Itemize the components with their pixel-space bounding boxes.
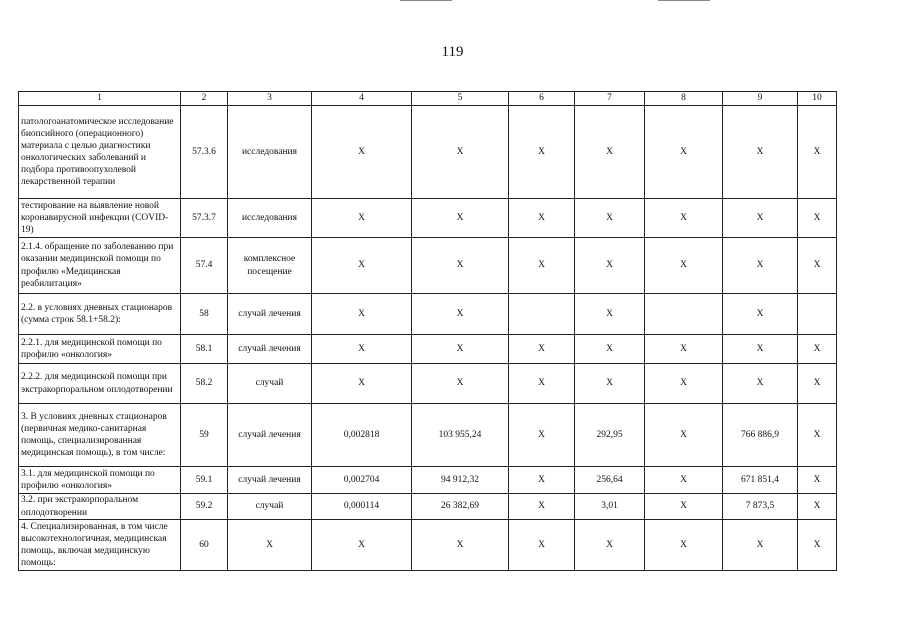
column-header-1: 1: [19, 92, 181, 106]
table-cell: 57.3.7: [181, 199, 228, 238]
table-row: [19, 238, 837, 294]
table-cell: X: [509, 467, 575, 494]
table-row: [19, 335, 837, 364]
table-cell: X: [412, 335, 509, 364]
table-cell: X: [575, 335, 645, 364]
table-cell: 58.2: [181, 364, 228, 404]
table-cell: X: [412, 199, 509, 238]
table-cell: 58: [181, 294, 228, 335]
top-rule-left: [400, 0, 452, 1]
table-row: [19, 364, 837, 404]
table-row: [19, 199, 837, 238]
table-cell: X: [412, 294, 509, 335]
row-label-cell: 2.2.1. для медицинской помощи по профилю «онкология»: [19, 335, 181, 364]
table-cell: X: [412, 106, 509, 199]
table-cell: X: [509, 404, 575, 467]
table-cell: X: [798, 494, 837, 520]
table-row: [19, 467, 837, 494]
table-cell: X: [312, 106, 412, 199]
row-label-cell: 3. В условиях дневных стационаров (первичная медико-санитарная помощь, специализированная медицинская помощь), в том числе:: [19, 404, 181, 467]
column-header-9: 9: [723, 92, 798, 106]
column-header-7: 7: [575, 92, 645, 106]
table-cell: 103 955,24: [412, 404, 509, 467]
table-cell: X: [723, 294, 798, 335]
header-row: [19, 92, 837, 106]
table-cell: 671 851,4: [723, 467, 798, 494]
table-cell: X: [509, 520, 575, 571]
row-label-cell: патологоанатомическое исследование биопсийного (операционного) материала с целью диагностики онкологических заболеваний и подбора противоопухолевой лекарственной терапии: [19, 106, 181, 199]
top-rule-right: [658, 0, 710, 1]
table-cell: X: [723, 520, 798, 571]
row-label-cell: 2.1.4. обращение по заболеванию при оказании медицинской помощи по профилю «Медицинская реабилитация»: [19, 238, 181, 294]
table-cell: случай: [228, 364, 312, 404]
table-cell: 60: [181, 520, 228, 571]
table-cell: 59.2: [181, 494, 228, 520]
table-cell: X: [575, 364, 645, 404]
row-label-cell: 3.2. при экстракорпоральном оплодотворении: [19, 494, 181, 520]
table-cell: X: [509, 335, 575, 364]
table-cell: X: [798, 467, 837, 494]
table-cell: комплексное посещение: [228, 238, 312, 294]
table-cell: X: [798, 199, 837, 238]
table-cell: X: [645, 199, 723, 238]
table-cell: X: [312, 520, 412, 571]
table-row: [19, 106, 837, 199]
table-cell: X: [312, 199, 412, 238]
table-row: [19, 294, 837, 335]
table-cell: X: [575, 106, 645, 199]
table-cell: X: [723, 238, 798, 294]
table-cell: X: [509, 494, 575, 520]
table-cell: X: [645, 404, 723, 467]
table-cell: X: [645, 467, 723, 494]
column-header-4: 4: [312, 92, 412, 106]
table-cell: X: [798, 520, 837, 571]
table-cell: X: [645, 106, 723, 199]
data-table: [18, 91, 837, 571]
table-cell: 0,002704: [312, 467, 412, 494]
table-cell: X: [798, 404, 837, 467]
table-cell: случай: [228, 494, 312, 520]
table-cell: 3,01: [575, 494, 645, 520]
table-cell: 0,000114: [312, 494, 412, 520]
column-header-8: 8: [645, 92, 723, 106]
table-cell: исследования: [228, 106, 312, 199]
table-cell: X: [723, 335, 798, 364]
table-cell: 26 382,69: [412, 494, 509, 520]
table-cell: X: [509, 106, 575, 199]
table-cell: случай лечения: [228, 467, 312, 494]
table-cell: X: [412, 520, 509, 571]
table-cell: 0,002818: [312, 404, 412, 467]
row-label-cell: 2.2.2. для медицинской помощи при экстракорпоральном оплодотворении: [19, 364, 181, 404]
table-cell: X: [575, 238, 645, 294]
table-cell: X: [575, 520, 645, 571]
table-cell: случай лечения: [228, 294, 312, 335]
table-cell: X: [312, 335, 412, 364]
table-cell: 57.3.6: [181, 106, 228, 199]
table-cell: [645, 294, 723, 335]
page-number: 119: [441, 44, 464, 60]
table-cell: X: [645, 364, 723, 404]
table-cell: 292,95: [575, 404, 645, 467]
table-cell: X: [509, 199, 575, 238]
table-cell: X: [312, 364, 412, 404]
row-label-cell: тестирование на выявление новой коронавирусной инфекции (COVID-19): [19, 199, 181, 238]
table-cell: случай лечения: [228, 404, 312, 467]
table-cell: X: [798, 335, 837, 364]
table-cell: [798, 294, 837, 335]
table-cell: X: [412, 364, 509, 404]
row-label-cell: 3.1. для медицинской помощи по профилю «онкология»: [19, 467, 181, 494]
table-cell: X: [645, 238, 723, 294]
table-cell: случай лечения: [228, 335, 312, 364]
table-cell: X: [723, 199, 798, 238]
table-cell: X: [312, 294, 412, 335]
table-cell: 766 886,9: [723, 404, 798, 467]
column-header-6: 6: [509, 92, 575, 106]
table-cell: X: [312, 238, 412, 294]
table-row: [19, 494, 837, 520]
table-cell: X: [228, 520, 312, 571]
table-cell: X: [798, 106, 837, 199]
table-cell: 58.1: [181, 335, 228, 364]
table-cell: X: [412, 238, 509, 294]
table-cell: X: [645, 335, 723, 364]
table-cell: X: [575, 199, 645, 238]
column-header-5: 5: [412, 92, 509, 106]
table-cell: X: [798, 238, 837, 294]
column-header-2: 2: [181, 92, 228, 106]
table-cell: 256,64: [575, 467, 645, 494]
table-row: [19, 520, 837, 571]
column-header-3: 3: [228, 92, 312, 106]
table-cell: X: [509, 238, 575, 294]
table-cell: исследования: [228, 199, 312, 238]
table-row: [19, 404, 837, 467]
table-cell: X: [645, 494, 723, 520]
table-cell: X: [575, 294, 645, 335]
table-cell: 7 873,5: [723, 494, 798, 520]
table-cell: X: [645, 520, 723, 571]
table-cell: X: [723, 106, 798, 199]
column-header-10: 10: [798, 92, 837, 106]
table-cell: X: [509, 364, 575, 404]
table-cell: 59.1: [181, 467, 228, 494]
table-cell: 94 912,32: [412, 467, 509, 494]
table-cell: 57.4: [181, 238, 228, 294]
table-cell: 59: [181, 404, 228, 467]
table-cell: X: [798, 364, 837, 404]
table-cell: [509, 294, 575, 335]
row-label-cell: 2.2. в условиях дневных стационаров (сумма строк 58.1+58.2):: [19, 294, 181, 335]
table-cell: X: [723, 364, 798, 404]
row-label-cell: 4. Специализированная, в том числе высокотехнологичная, медицинская помощь, включая медицинскую помощь:: [19, 520, 181, 571]
table-body: [19, 106, 837, 571]
